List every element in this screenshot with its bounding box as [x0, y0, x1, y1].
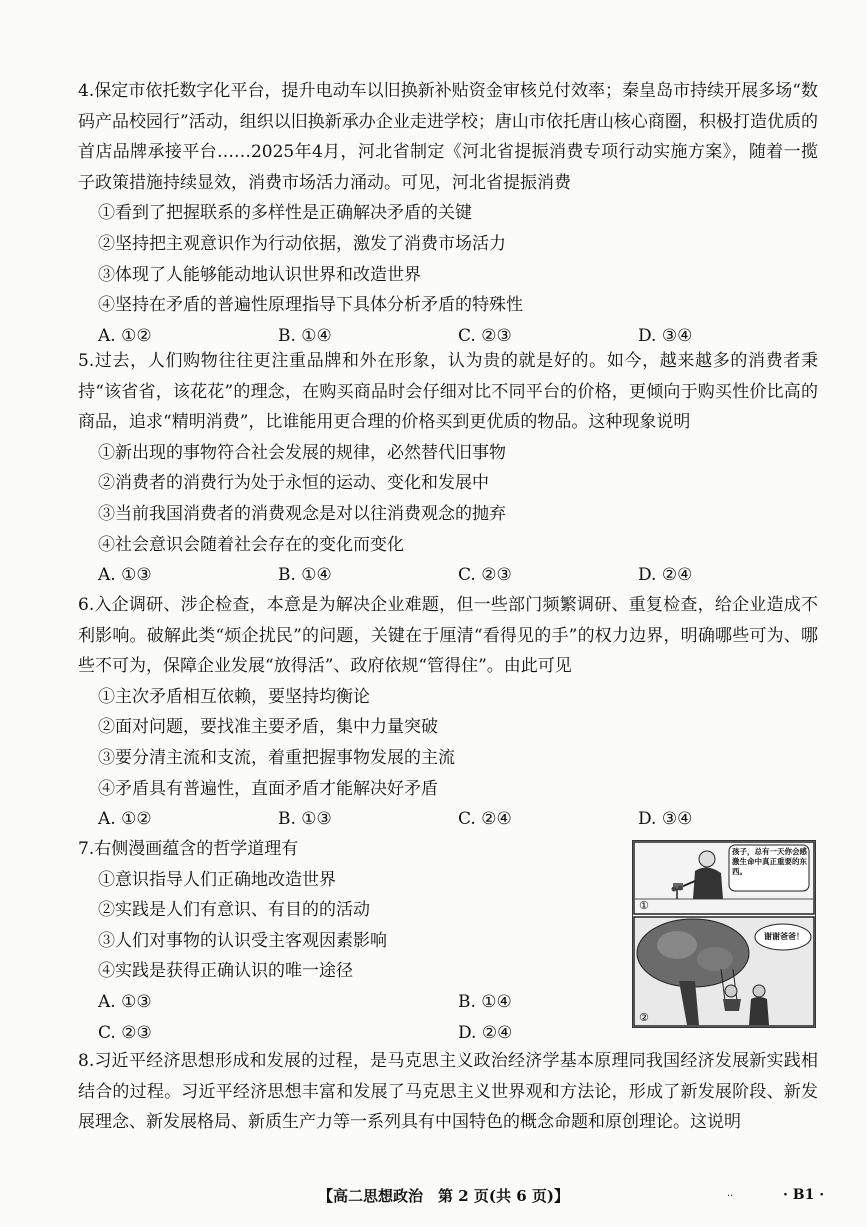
- question-stem: 7.右侧漫画蕴含的哲学道理有: [78, 839, 299, 859]
- question-stem: 8.习近平经济思想形成和发展的过程，是马克思主义政治经济学基本原理同我国经济发展新实践相结合的过程。习近平经济思想丰富和发展了马克思主义世界观和方法论，形成了新发展阶段、新发展理念、新发展格局、新质生产力等一系列具有中国特色的概念命题和原创理论。这说明: [78, 1051, 818, 1133]
- choice-b: B. ①④: [458, 991, 512, 1012]
- statement-1: ①看到了把握联系的多样性是正确解决矛盾的关键: [98, 203, 472, 224]
- speech-bubble-2: 谢谢爸爸！: [764, 932, 804, 941]
- statement-2: ②消费者的消费行为处于永恒的运动、变化和发展中: [98, 473, 489, 494]
- choice-c: C. ②④: [458, 809, 512, 830]
- paper-code: · B1 ·: [783, 1187, 825, 1203]
- choice-d: D. ②④: [458, 1022, 513, 1043]
- statement-2: ②实践是人们有意识、有目的的活动: [98, 900, 370, 921]
- question-stem: 4.保定市依托数字化平台，提升电动车以旧换新补贴资金审核兑付效率；秦皇岛市持续开展多场“数码产品校园行”活动，组织以旧换新承办企业走进学校；唐山市依托唐山核心商圈，积极打造优质的首店品牌承接平台……2025年4月，河北省制定《河北省提振消费专项行动实施方案》，随着一揽子政策措施持续显效，消费市场活力涌动。可见，河北省提振消费: [78, 81, 818, 193]
- statement-1: ①新出现的事物符合社会发展的规律，必然替代旧事物: [98, 442, 506, 463]
- question-4: [78, 76, 818, 351]
- question-5: [78, 346, 818, 591]
- choice-b: B. ①④: [278, 325, 332, 346]
- choice-b: B. ①③: [278, 809, 332, 830]
- statement-1: ①主次矛盾相互依赖，要坚持均衡论: [98, 686, 370, 707]
- footer-title: 【高二思想政治 第 2 页(共 6 页)】: [318, 1187, 569, 1205]
- panel-number-1: ①: [639, 899, 649, 912]
- choice-a: A. ①③: [98, 991, 152, 1012]
- statement-3: ③人们对事物的认识受主客观因素影响: [98, 930, 387, 951]
- statement-3: ③当前我国消费者的消费观念是对以往消费观念的抛弃: [98, 503, 506, 524]
- choice-b: B. ①④: [278, 565, 332, 586]
- speech-bubble-1: 孩子，总有一天你会感激生命中真正重要的东西。: [732, 847, 807, 876]
- answer-choices: [78, 804, 818, 835]
- question-stem: 6.入企调研、涉企检查，本意是为解决企业难题，但一些部门频繁调研、重复检查，给企业造成不利影响。破解此类“烦企扰民”的问题，关键在于厘清“看得见的手”的权力边界，明确哪些可为、哪些不可为，保障企业发展“放得活”、政府依规“管得住”。由此可见: [78, 595, 818, 677]
- statement-4: ④实践是获得正确认识的唯一途径: [98, 961, 353, 982]
- page-footer: [0, 1185, 867, 1206]
- answer-choices: [78, 560, 818, 591]
- statement-4: ④坚持在矛盾的普遍性原理指导下具体分析矛盾的特殊性: [98, 295, 523, 316]
- question-8: [78, 1046, 818, 1138]
- statement-2: ②坚持把主观意识作为行动依据，激发了消费市场活力: [98, 233, 506, 254]
- statement-1: ①意识指导人们正确地改造世界: [98, 869, 336, 890]
- choice-d: D. ③④: [638, 809, 693, 830]
- choice-c: C. ②③: [458, 325, 512, 346]
- cartoon-illustration: [632, 840, 816, 1028]
- question-stem: 5.过去，人们购物往往更注重品牌和外在形象，认为贵的就是好的。如今，越来越多的消费者秉持“该省省，该花花”的理念，在购买商品时会仔细对比不同平台的价格，更倾向于购买性价比高的商品，追求“精明消费”，比谁能用更合理的价格买到更优质的物品。这种现象说明: [78, 351, 818, 433]
- choice-c: C. ②③: [458, 565, 512, 586]
- statement-2: ②面对问题，要找准主要矛盾，集中力量突破: [98, 717, 438, 738]
- choice-a: A. ①③: [98, 565, 152, 586]
- cartoon-panel-1: [634, 842, 814, 914]
- question-6: [78, 590, 818, 835]
- footer-dots: ..: [727, 1188, 734, 1199]
- answer-choices: [78, 987, 618, 1048]
- panel-number-2: ②: [639, 1011, 649, 1024]
- choice-d: D. ③④: [638, 325, 693, 346]
- statement-3: ③要分清主流和支流，着重把握事物发展的主流: [98, 747, 455, 768]
- statement-3: ③体现了人能够能动地认识世界和改造世界: [98, 264, 421, 285]
- question-7: [78, 834, 618, 1048]
- cartoon-panel-2: [634, 917, 814, 1026]
- choice-c: C. ②③: [98, 1022, 152, 1043]
- choice-d: D. ②④: [638, 565, 693, 586]
- statement-4: ④矛盾具有普遍性，直面矛盾才能解决好矛盾: [98, 778, 438, 799]
- choice-a: A. ①②: [98, 809, 152, 830]
- choice-a: A. ①②: [98, 325, 152, 346]
- statement-4: ④社会意识会随着社会存在的变化而变化: [98, 534, 404, 555]
